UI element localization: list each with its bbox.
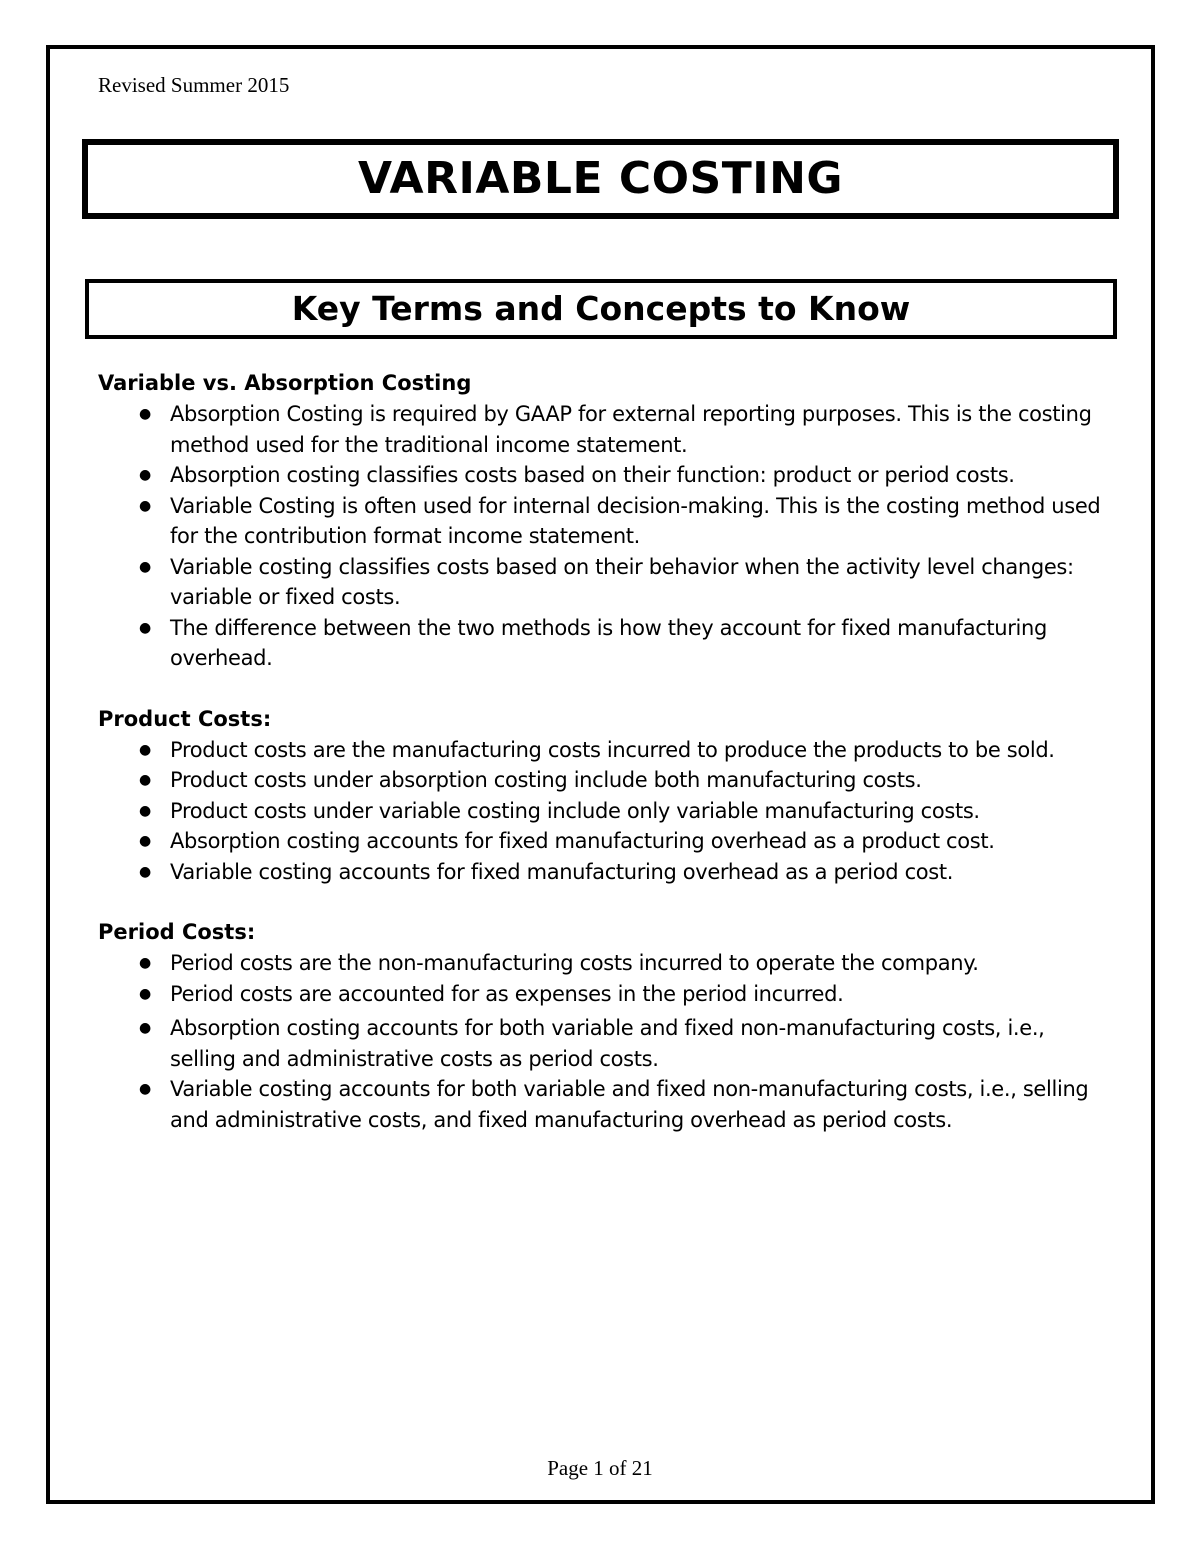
bullet-icon: ● <box>139 1081 151 1097</box>
list-item <box>139 735 1108 766</box>
bullet-icon: ● <box>139 772 151 788</box>
list-item-text: Period costs are the non-manufacturing costs incurred to operate the company. <box>170 951 979 975</box>
section-title: Key Terms and Concepts to Know <box>291 289 911 328</box>
list-item-text: Absorption costing accounts for both variable and fixed non-manufacturing costs, i.e., selling and administrative costs as period costs. <box>170 1016 1045 1071</box>
section-heading: Variable vs. Absorption Costing <box>98 371 472 395</box>
content <box>98 368 1108 1165</box>
list-item-text: Variable costing classifies costs based on their behavior when the activity level changes: variable or fixed costs. <box>170 554 1074 609</box>
list-item <box>139 399 1108 460</box>
bullet-icon: ● <box>139 741 151 758</box>
list-item <box>139 826 1108 857</box>
title-box <box>82 139 1119 219</box>
list-item <box>139 552 1108 613</box>
bullet-icon: ● <box>139 406 151 422</box>
list-item-text: Product costs are the manufacturing costs incurred to produce the products to be sold. <box>170 737 1055 762</box>
bullet-icon: ● <box>139 467 151 483</box>
bullet-icon: ● <box>139 955 151 971</box>
bullet-list <box>98 735 1108 888</box>
list-item-text: Period costs are accounted for as expenses in the period incurred. <box>170 981 844 1006</box>
list-item <box>139 1074 1108 1135</box>
bullet-icon: ● <box>139 497 151 514</box>
bullet-icon: ● <box>139 1020 151 1036</box>
bullet-icon: ● <box>139 619 151 636</box>
bullet-icon: ● <box>139 985 151 1002</box>
list-item <box>139 460 1108 491</box>
list-item-text: Absorption Costing is required by GAAP for external reporting purposes. This is the costing method used for the traditional income statement. <box>170 402 1092 457</box>
bullet-icon: ● <box>139 863 151 880</box>
list-item-text: Variable costing accounts for fixed manufacturing overhead as a period cost. <box>170 859 954 884</box>
list-item <box>139 765 1108 796</box>
list-item-text: Product costs under variable costing include only variable manufacturing costs. <box>170 798 980 823</box>
list-item-text: Product costs under absorption costing include both manufacturing costs. <box>170 768 922 792</box>
section-period-costs <box>98 917 1108 1135</box>
bullet-icon: ● <box>139 833 151 849</box>
list-item <box>139 1013 1108 1074</box>
list-item-text: The difference between the two methods is how they account for fixed manufacturing overhead. <box>170 615 1047 670</box>
document-title: VARIABLE COSTING <box>357 153 844 204</box>
section-product-costs <box>98 704 1108 888</box>
list-item <box>139 491 1108 552</box>
section-heading: Period Costs: <box>98 920 256 944</box>
list-item <box>139 613 1108 674</box>
bullet-list <box>98 948 1108 1135</box>
section-variable-vs-absorption <box>98 368 1108 674</box>
bullet-icon: ● <box>139 558 151 575</box>
list-item <box>139 857 1108 888</box>
list-item-text: Variable costing accounts for both variable and fixed non-manufacturing costs, i.e., selling and administrative costs, and fixed manufacturing overhead as period costs. <box>170 1077 1089 1132</box>
list-item <box>139 948 1108 979</box>
list-item-text: Variable Costing is often used for internal decision-making. This is the costing method used for the contribution format income statement. <box>170 493 1101 548</box>
page-number: Page 1 of 21 <box>547 1456 653 1480</box>
bullet-icon: ● <box>139 802 151 819</box>
list-item <box>139 979 1108 1010</box>
revision-note: Revised Summer 2015 <box>98 73 290 97</box>
section-heading: Product Costs: <box>98 706 272 731</box>
list-item <box>139 796 1108 827</box>
list-item-text: Absorption costing accounts for fixed manufacturing overhead as a product cost. <box>170 829 995 853</box>
subtitle-box <box>85 279 1117 339</box>
list-item-text: Absorption costing classifies costs based on their function: product or period costs. <box>170 463 1015 487</box>
bullet-list <box>98 399 1108 674</box>
